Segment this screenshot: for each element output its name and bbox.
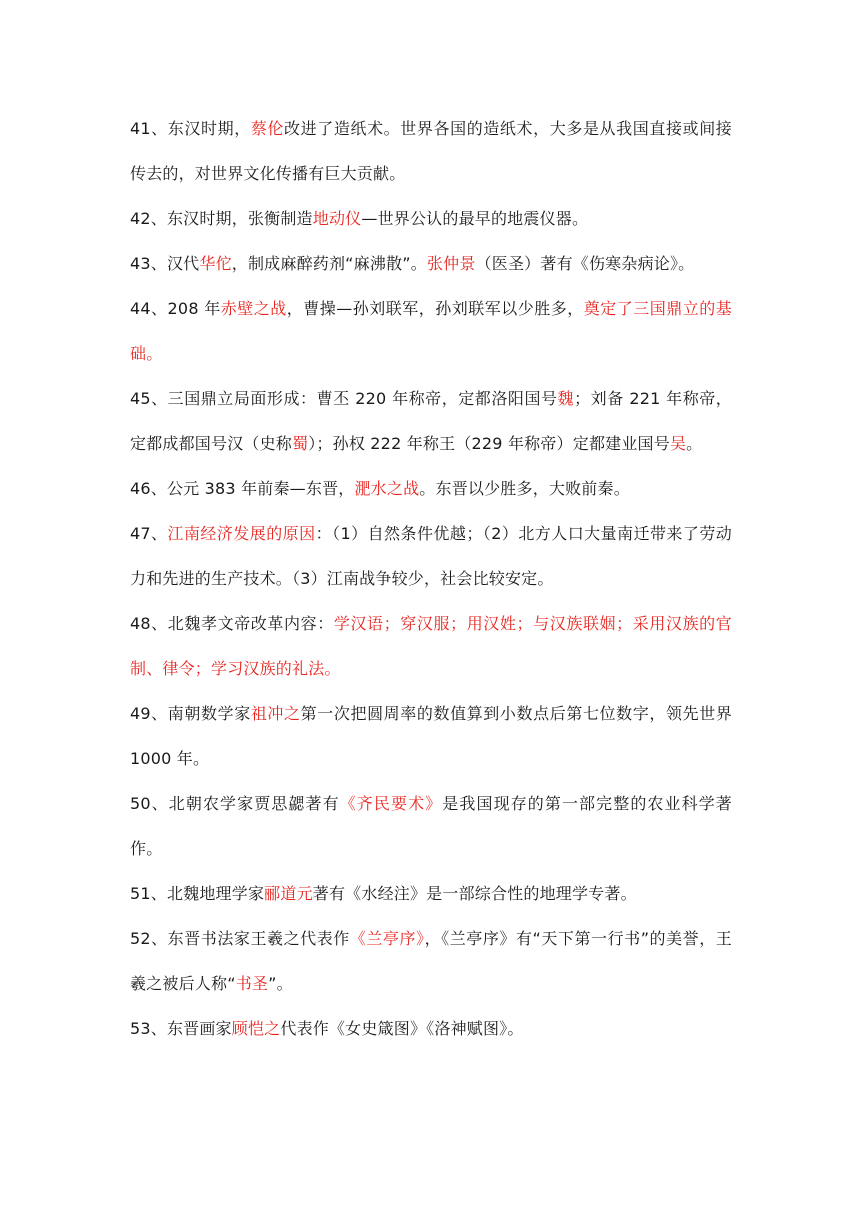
paragraph-item-50 (130, 781, 732, 871)
text-segment: 51、北魏地理学家 (130, 884, 265, 903)
highlight-text: 奠定了三国鼎立的基础。 (130, 299, 732, 363)
text-segment: ）；孙权 222 年称王（229 年称帝）定都建业国号 (308, 434, 670, 453)
highlight-text: 张仲景 (426, 254, 476, 273)
text-segment: 代表作《女史箴图》《洛神赋图》。 (280, 1019, 524, 1038)
text-segment: 第一次把圆周率的数值算到小数点后第七位数字，领先世界 1000 年。 (130, 704, 732, 768)
highlight-text: 江南经济发展的原因 (167, 524, 316, 543)
highlight-text: 《兰亭序》 (349, 929, 425, 948)
text-segment: 43、汉代 (130, 254, 200, 273)
text-segment: 53、东晋画家 (130, 1019, 232, 1038)
text-segment: 著有《水经注》是一部综合性的地理学专著。 (312, 884, 637, 903)
document-page (130, 106, 732, 1051)
highlight-text: 赤壁之战 (220, 299, 287, 318)
paragraph-item-46 (130, 466, 732, 511)
highlight-text: 华佗 (199, 254, 232, 273)
text-segment: 45、三国鼎立局面形成：曹丕 220 年称帝，定都洛阳国号 (130, 389, 558, 408)
paragraph-item-53 (130, 1006, 732, 1051)
paragraph-item-43 (130, 241, 732, 286)
highlight-text: 顾恺之 (231, 1019, 281, 1038)
text-segment: 44、208 年 (130, 299, 221, 318)
highlight-text: 淝水之战 (354, 479, 420, 498)
highlight-text: 魏 (557, 389, 575, 408)
highlight-text: 祖冲之 (250, 704, 301, 723)
paragraph-item-44 (130, 286, 732, 376)
text-segment: 42、东汉时期，张衡制造 (130, 209, 313, 228)
text-segment: ：（1）自然条件优越；（2）北方人口大量南迁带来了劳动力和先进的生产技术。（3）江南战争较少，社会比较安定。 (130, 524, 732, 588)
text-segment: ，曹操—孙刘联军，孙刘联军以少胜多， (286, 299, 584, 318)
text-segment: ”。 (268, 974, 293, 993)
paragraph-item-48 (130, 601, 732, 691)
text-segment: 47、 (130, 524, 168, 543)
text-segment: 是我国现存的第一部完整的农业科学著作。 (130, 794, 732, 858)
paragraph-item-41 (130, 106, 732, 196)
text-segment: —世界公认的最早的地震仪器。 (361, 209, 589, 228)
highlight-text: 书圣 (235, 974, 269, 993)
paragraph-item-51 (130, 871, 732, 916)
highlight-text: 蔡伦 (250, 119, 285, 138)
text-segment: 52、东晋书法家王羲之代表作 (130, 929, 350, 948)
highlight-text: 蜀 (292, 434, 309, 453)
text-segment: 48、北魏孝文帝改革内容： (130, 614, 334, 633)
text-segment: ，制成麻醉药剂“麻沸散”。 (231, 254, 427, 273)
text-segment: 。 (686, 434, 703, 453)
text-segment: ，《兰亭序》有“天下第一行书”的美誉，王羲之被后人称“ (130, 929, 732, 993)
paragraph-item-47 (130, 511, 732, 601)
text-segment: 49、南朝数学家 (130, 704, 251, 723)
highlight-text: 郦道元 (264, 884, 313, 903)
text-segment: 46、公元 383 年前秦—东晋， (130, 479, 355, 498)
paragraph-item-52 (130, 916, 732, 1006)
highlight-text: 《齐民要术》 (339, 794, 443, 813)
paragraph-item-45 (130, 376, 732, 466)
text-segment: （医圣）著有《伤寒杂病论》。 (475, 254, 695, 273)
highlight-text: 学汉语；穿汉服；用汉姓；与汉族联姻；采用汉族的官制、律令；学习汉族的礼法。 (130, 614, 732, 678)
highlight-text: 吴 (669, 434, 687, 453)
text-segment: 41、东汉时期， (130, 119, 251, 138)
highlight-text: 地动仪 (312, 209, 362, 228)
text-segment: 改进了造纸术。世界各国的造纸术，大多是从我国直接或间接传去的，对世界文化传播有巨大贡献。 (130, 119, 732, 183)
paragraph-item-42 (130, 196, 732, 241)
text-segment: 50、北朝农学家贾思勰著有 (130, 794, 340, 813)
text-segment: ；刘备 221 年称帝，定都成都国号汉（史称 (130, 389, 732, 453)
paragraph-item-49 (130, 691, 732, 781)
text-segment: 。东晋以少胜多，大败前秦。 (419, 479, 630, 498)
